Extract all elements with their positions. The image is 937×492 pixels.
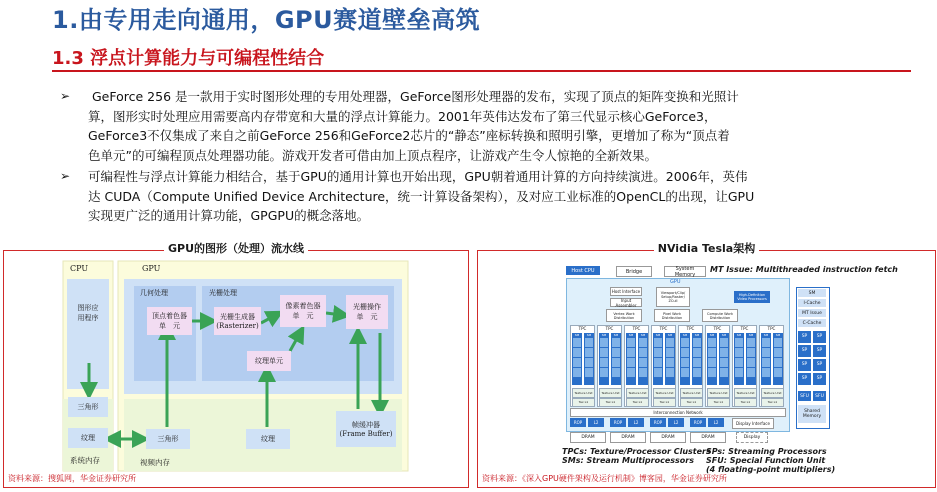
tex-l1-block: Tex L1 — [653, 398, 676, 407]
dram-block: DRAM — [690, 432, 726, 443]
texture-unit-block: Texture Unit — [599, 388, 622, 398]
tpc-cluster — [759, 325, 784, 407]
rop-block: ROP — [690, 418, 706, 427]
sm-mt-issue: MT Issue — [798, 309, 826, 317]
tpc-cluster — [570, 325, 595, 407]
tex-l1-block: Tex L1 — [599, 398, 622, 407]
video-memory-label: 视频内存 — [140, 458, 170, 467]
sp-detail-cell: SP — [813, 373, 826, 385]
sp-cell — [612, 358, 620, 367]
tpc-label: TPC — [767, 326, 776, 331]
sm-label: SM — [574, 333, 580, 337]
bullet-line: 达 CUDA（Compute Unified Device Architecture，统一计算设备架构），及对应工业标准的OpenCL的出现，让GPU — [88, 188, 755, 204]
tex-l1-block: Tex L1 — [680, 398, 703, 407]
tpc-label: TPC — [713, 326, 722, 331]
sm-label: SM — [628, 333, 634, 337]
sm-label: SM — [586, 333, 592, 337]
texture-unit-block: Texture Unit — [707, 388, 730, 398]
raster-op-box: 光栅操作 单 元 — [346, 295, 388, 329]
sp-cell — [612, 348, 620, 357]
sm-label: SM — [709, 333, 715, 337]
sm-label: SM — [748, 333, 754, 337]
sp-cell — [681, 368, 689, 377]
legend-sps: SPs: Streaming Processors — [706, 447, 827, 456]
sp-cell — [720, 368, 728, 377]
sp-cell — [654, 338, 662, 347]
dram-block: DRAM — [650, 432, 686, 443]
l2-block: L2 — [708, 418, 724, 427]
sp-cell — [585, 348, 593, 357]
sp-cell — [762, 338, 770, 347]
texture-unit-block: Texture Unit — [572, 388, 595, 398]
rop-block: ROP — [650, 418, 666, 427]
sp-cell — [708, 368, 716, 377]
sp-cell — [654, 368, 662, 377]
sp-cell — [573, 338, 581, 347]
gpu-label: GPU — [670, 279, 681, 285]
cpu-triangle-box: 三角形 — [68, 397, 108, 417]
rop-block: ROP — [610, 418, 626, 427]
sp-cell — [747, 338, 755, 347]
host-interface-box: Host Interface — [611, 289, 641, 294]
sp-cell — [639, 348, 647, 357]
cpu-texture-box: 纹理 — [68, 428, 108, 448]
high-def-box: High-Definition Video Processors — [734, 291, 770, 303]
tpc-cluster — [705, 325, 730, 407]
sm-label: SM — [736, 333, 742, 337]
bullet-marker: ➢ — [60, 169, 71, 183]
bullet-line: GeForce 256 是一款用于实时图形处理的专用处理器，GeForce图形处理器的发布，实现了顶点的矩阵变换和光照计 — [92, 89, 739, 104]
host-cpu-box: Host CPU — [566, 266, 600, 275]
sp-detail-cell: SP — [813, 331, 826, 343]
vram-texture-box: 纹理 — [246, 429, 290, 449]
sp-cell — [762, 368, 770, 377]
tex-l1-block: Tex L1 — [572, 398, 595, 407]
pixel-shader-box: 像素着色器 单 元 — [280, 295, 326, 327]
sp-cell — [639, 368, 647, 377]
sp-cell — [639, 358, 647, 367]
pipeline-diagram — [4, 251, 468, 487]
sp-cell — [627, 348, 635, 357]
sp-cell — [747, 358, 755, 367]
viewport-box: Viewport/Clip/ Setup/Raster/ ZCull — [656, 287, 690, 307]
geometry-label: 几何处理 — [140, 289, 168, 297]
sp-cell — [600, 368, 608, 377]
pipeline-source: 资料来源：搜狐网，华金证券研究所 — [8, 474, 136, 483]
tpc-label: TPC — [686, 326, 695, 331]
sp-cell — [681, 348, 689, 357]
sp-cell — [693, 348, 701, 357]
sp-cell — [627, 338, 635, 347]
sm-label: SM — [613, 333, 619, 337]
sp-cell — [681, 338, 689, 347]
tpc-cluster — [597, 325, 622, 407]
sp-cell — [639, 338, 647, 347]
tesla-panel — [477, 242, 936, 488]
cpu-label: CPU — [70, 264, 89, 273]
legend-sfu-note: (4 floating-point multipliers) — [706, 465, 836, 474]
sm-label: SM — [763, 333, 769, 337]
sp-cell — [708, 348, 716, 357]
tpc-row — [570, 325, 784, 407]
sm-label: SM — [667, 333, 673, 337]
bullet-line: 算，图形实时处理应用需要高内存带宽和大量的浮点计算能力。2001年英伟达发布了第三代显示核心GeForce3， — [88, 108, 717, 124]
tpc-cluster — [651, 325, 676, 407]
sp-cell — [735, 368, 743, 377]
sm-label: SM — [721, 333, 727, 337]
sm-block — [719, 333, 729, 385]
tpc-label: TPC — [740, 326, 749, 331]
sp-cell — [654, 358, 662, 367]
tpc-cluster — [624, 325, 649, 407]
sm-block — [734, 333, 744, 385]
tpc-cluster — [678, 325, 703, 407]
shared-memory-box: Shared Memory — [798, 405, 826, 423]
sp-grid — [798, 331, 826, 387]
sp-cell — [774, 338, 782, 347]
dram-row — [570, 432, 740, 442]
sp-cell — [666, 358, 674, 367]
tex-l1-block: Tex L1 — [626, 398, 649, 407]
frame-buffer-box: 帧缓冲器 (Frame Buffer) — [336, 411, 396, 447]
rasterizer-box: 光栅生成器 (Rasterizer) — [214, 307, 261, 335]
sp-cell — [573, 358, 581, 367]
bullet-line: GeForce3不仅集成了来自之前GeForce 256和GeForce2芯片的“静态”座标转换和照明引擎，更增加了称为“顶点着 — [88, 128, 730, 143]
sp-cell — [600, 358, 608, 367]
dram-block: DRAM — [570, 432, 606, 443]
sfu-box-1: SFU — [798, 391, 811, 401]
legend-tpcs: TPCs: Texture/Processor Clusters — [562, 447, 711, 456]
sp-cell — [681, 358, 689, 367]
tpc-label: TPC — [578, 326, 587, 331]
sp-cell — [774, 358, 782, 367]
bullet-line: 可编程性与浮点计算能力相结合，基于GPU的通用计算也开始出现，GPU朝着通用计算的方向持续演进。2006年，英伟 — [88, 169, 748, 184]
l2-block: L2 — [588, 418, 604, 427]
sfu-box-2: SFU — [813, 391, 826, 401]
sm-label: SM — [682, 333, 688, 337]
legend-sfu: SFU: Special Function Unit — [706, 456, 826, 465]
sp-detail-cell: SP — [798, 359, 811, 371]
sm-block — [638, 333, 648, 385]
texture-unit-block: Texture Unit — [734, 388, 757, 398]
texture-unit-block: Texture Unit — [626, 388, 649, 398]
sp-cell — [720, 358, 728, 367]
legend-sms: SMs: Stream Multiprocessors — [562, 456, 694, 465]
page-title: 1.由专用走向通用，GPU赛道壁垒高筑 — [52, 6, 481, 34]
texture-unit-block: Texture Unit — [680, 388, 703, 398]
sp-cell — [573, 368, 581, 377]
display-interface-box: Display Interface — [732, 418, 774, 429]
sp-detail-cell: SP — [798, 373, 811, 385]
app-box: 图形应 用程序 — [77, 304, 99, 322]
sp-cell — [693, 358, 701, 367]
sp-cell — [600, 348, 608, 357]
sm-label: SM — [775, 333, 781, 337]
bullet-marker: ➢ — [60, 89, 71, 103]
sp-cell — [585, 368, 593, 377]
sp-detail-cell: SP — [813, 345, 826, 357]
pipeline-panel-title: GPU的图形（处理）流水线 — [4, 242, 468, 256]
vram-triangle-box: 三角形 — [146, 429, 190, 449]
sp-cell — [774, 348, 782, 357]
sp-cell — [708, 358, 716, 367]
l2-block: L2 — [668, 418, 684, 427]
sp-detail-cell: SP — [798, 345, 811, 357]
bullet-line: 色单元”的可编程顶点处理器功能。游戏开发者可借由加上顶点程序，让游戏产生令人惊艳的全新效果。 — [88, 147, 657, 163]
sm-block — [611, 333, 621, 385]
tpc-cluster — [732, 325, 757, 407]
legend-left — [562, 447, 711, 465]
sm-label: SM — [640, 333, 646, 337]
sm-block — [584, 333, 594, 385]
sp-detail-cell: SP — [813, 359, 826, 371]
tpc-label: TPC — [605, 326, 614, 331]
sm-block — [692, 333, 702, 385]
sm-block — [761, 333, 771, 385]
sp-cell — [600, 338, 608, 347]
tpc-label: TPC — [632, 326, 641, 331]
bullet-text — [88, 167, 908, 226]
interconnect-bar: Interconnection Network — [570, 408, 786, 417]
system-memory-label: 系统内存 — [70, 456, 100, 465]
sm-label: SM — [601, 333, 607, 337]
raster-label: 光栅处理 — [209, 289, 237, 297]
vertex-dist-box: Vertex Work Distribution — [606, 309, 642, 322]
sm-block — [599, 333, 609, 385]
system-memory-box: System Memory — [664, 266, 706, 277]
display-box: Display — [736, 432, 768, 443]
sm-ccache: C-Cache — [798, 319, 826, 327]
sp-cell — [585, 358, 593, 367]
sm-block — [572, 333, 582, 385]
sm-block — [653, 333, 663, 385]
tesla-source: 资料来源：《深入GPU硬件架构及运行机制》博客园，华金证券研究所 — [482, 474, 727, 483]
sp-cell — [573, 348, 581, 357]
sm-block — [680, 333, 690, 385]
sp-cell — [627, 368, 635, 377]
sm-block — [626, 333, 636, 385]
mt-issue-caption: MT Issue: Multithreaded instruction fetch — [710, 265, 898, 274]
sp-cell — [627, 358, 635, 367]
tpc-label: TPC — [659, 326, 668, 331]
sp-cell — [720, 338, 728, 347]
sm-block — [707, 333, 717, 385]
sm-icache: I-Cache — [798, 299, 826, 307]
sp-cell — [666, 348, 674, 357]
texture-unit-block: Texture Unit — [761, 388, 784, 398]
sp-cell — [747, 368, 755, 377]
sp-cell — [708, 338, 716, 347]
input-assembler-box: Input Assembler — [610, 298, 642, 307]
compute-dist-box: Compute Work Distribution — [702, 309, 738, 322]
rop-block: ROP — [570, 418, 586, 427]
sp-cell — [693, 368, 701, 377]
sp-cell — [654, 348, 662, 357]
bullet-line: 实现更广泛的通用计算功能，GPGPU的概念落地。 — [88, 208, 370, 223]
sp-cell — [585, 338, 593, 347]
sm-label: SM — [655, 333, 661, 337]
sp-cell — [735, 358, 743, 367]
sp-cell — [762, 348, 770, 357]
bridge-box: Bridge — [616, 266, 652, 277]
bullet-text — [88, 87, 908, 165]
pipeline-panel — [3, 242, 469, 488]
legend-right — [706, 447, 835, 474]
texture-unit-box: 纹理单元 — [247, 351, 291, 371]
sp-cell — [693, 338, 701, 347]
arrow-pixel-to-rop — [326, 313, 342, 315]
sm-detail-title: SM — [798, 289, 826, 297]
tex-l1-block: Tex L1 — [707, 398, 730, 407]
sp-cell — [612, 338, 620, 347]
sp-cell — [735, 338, 743, 347]
sm-block — [665, 333, 675, 385]
tex-l1-block: Tex L1 — [734, 398, 757, 407]
l2-block: L2 — [628, 418, 644, 427]
section-subtitle: 1.3 浮点计算能力与可编程性结合 — [52, 48, 325, 69]
subtitle-rule — [52, 70, 911, 72]
sp-cell — [747, 348, 755, 357]
dram-block: DRAM — [610, 432, 646, 443]
sp-cell — [612, 368, 620, 377]
texture-unit-block: Texture Unit — [653, 388, 676, 398]
tex-l1-block: Tex L1 — [761, 398, 784, 407]
sp-cell — [774, 368, 782, 377]
sp-cell — [666, 338, 674, 347]
sp-cell — [720, 348, 728, 357]
sm-label: SM — [694, 333, 700, 337]
sm-block — [746, 333, 756, 385]
sp-detail-cell: SP — [798, 331, 811, 343]
pixel-dist-box: Pixel Work Distribution — [654, 309, 690, 322]
sp-cell — [762, 358, 770, 367]
gpu-label: GPU — [142, 264, 161, 273]
sm-block — [773, 333, 783, 385]
sp-cell — [666, 368, 674, 377]
sp-cell — [735, 348, 743, 357]
vertex-shader-box: 顶点着色器 单 元 — [147, 307, 192, 335]
tesla-panel-title: NVidia Tesla架构 — [478, 242, 935, 256]
